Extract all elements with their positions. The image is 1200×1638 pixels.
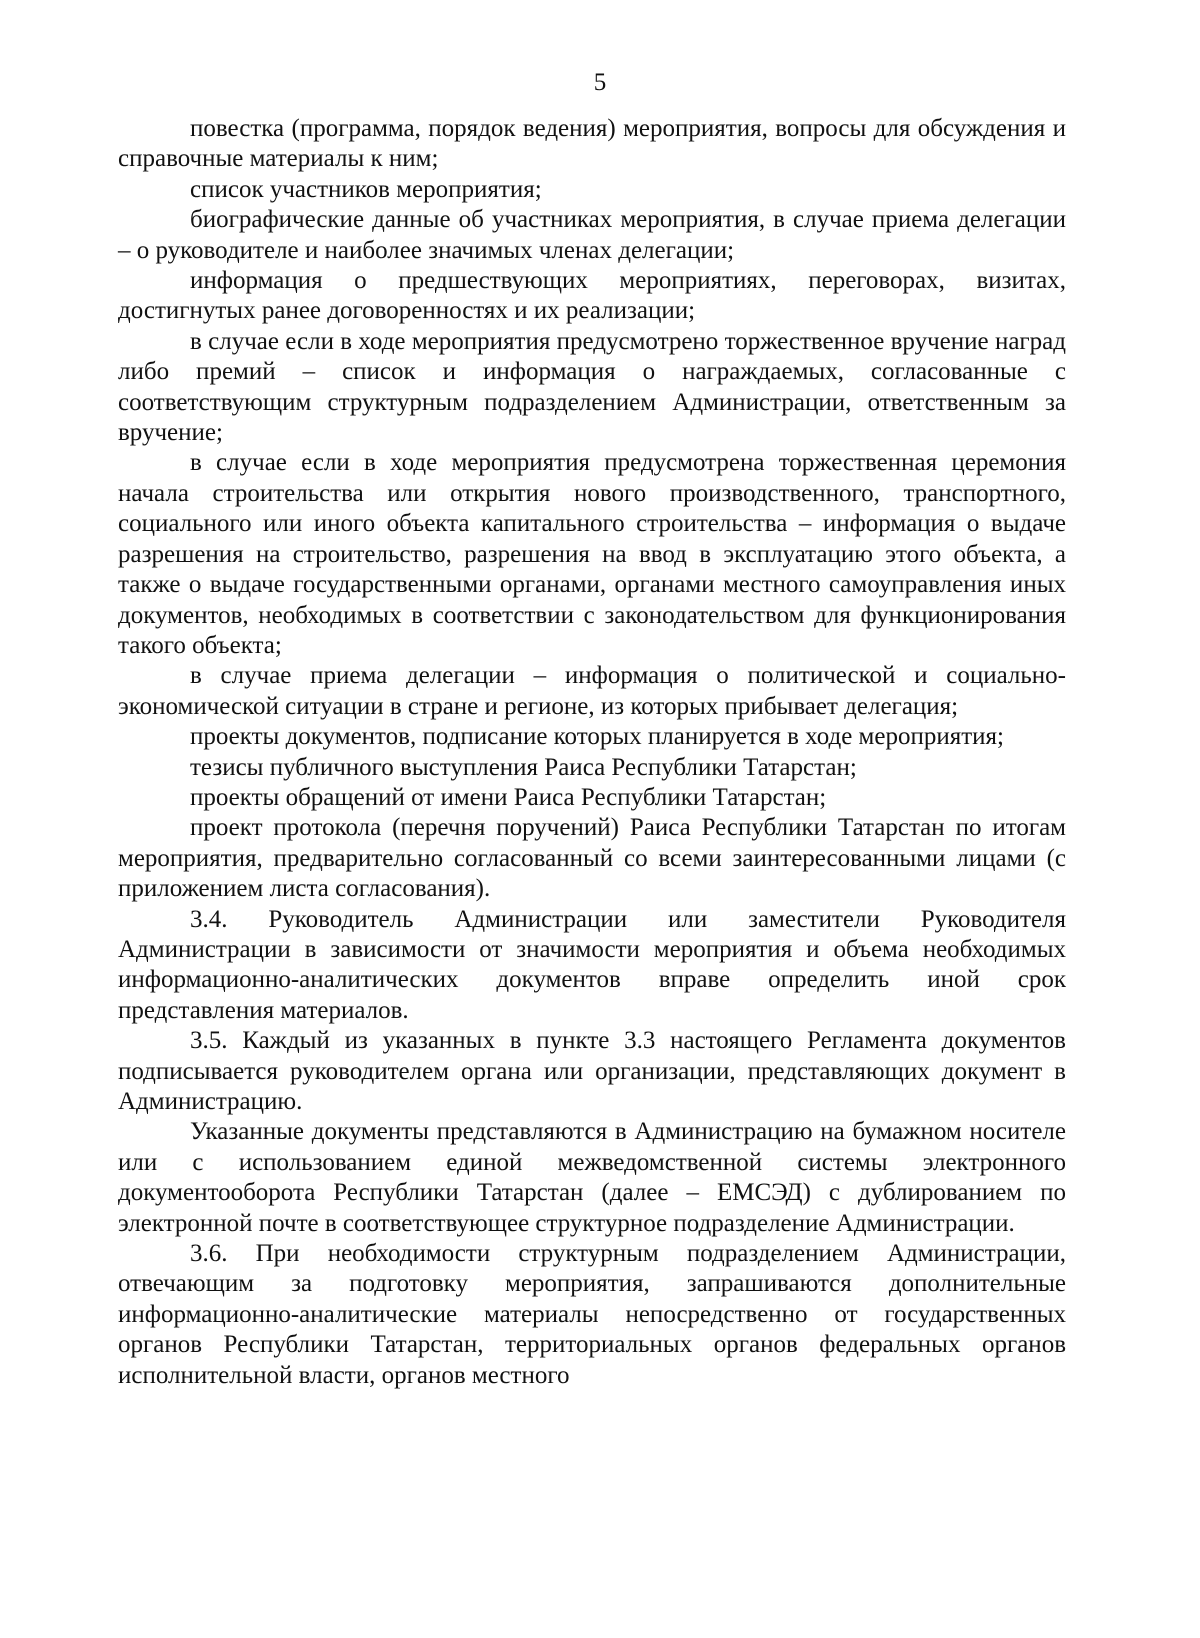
paragraph-construction-ceremony: в случае если в ходе мероприятия предусмотрена торжественная церемония начала строительства или открытия нового производственного, транспортного, социального или иного объекта капитального строительства – информация о выдаче разрешения на строительство, разрешения на ввод в эксплуатацию этого объекта, а также о выдаче государственными органами, органами местного самоуправления иных документов, необходимых в соответствии с законодательством для функционирования такого объекта; (118, 449, 1066, 659)
paragraph-participants-list: список участников мероприятия; (190, 175, 542, 203)
paragraph-draft-protocol: проект протокола (перечня поручений) Раиса Республики Татарстан по итогам мероприятия, предварительно согласованный со всеми заинтересованными лицами (с приложением листа согласования). (118, 814, 1066, 903)
paragraph-previous-events: информация о предшествующих мероприятиях, переговорах, визитах, достигнутых ранее договоренностях и их реализации; (118, 267, 1066, 325)
paragraph-delegation-info: в случае приема делегации – информация о политической и социально-экономической ситуации в стране и регионе, из которых прибывает делегация; (118, 662, 1066, 720)
paragraph-section-3-6: 3.6. При необходимости структурным подразделением Администрации, отвечающим за подготовку мероприятия, запрашиваются дополнительные информационно-аналитические материалы непосредственно от государственных органов Республики Татарстан, территориальных органов федеральных органов исполнительной власти, органов местного (118, 1240, 1066, 1389)
paragraph-section-3-5: 3.5. Каждый из указанных в пункте 3.3 настоящего Регламента документов подписывается руководителем органа или организации, представляющих документ в Администрацию. (118, 1027, 1066, 1115)
paragraph-section-3-4: 3.4. Руководитель Администрации или заместители Руководителя Администрации в зависимости от значимости мероприятия и объема необходимых информационно-аналитических документов вправе определить иной срок представления материалов. (118, 905, 1066, 1024)
document-body (118, 114, 1066, 1391)
paragraph-submission-method: Указанные документы представляются в Администрацию на бумажном носителе или с использованием единой межведомственной системы электронного документооборота Республики Татарстан (далее – ЕМСЭД) с дублированием по электронной почте в соответствующее структурное подразделение Администрации. (118, 1118, 1066, 1237)
paragraph-biographical-data: биографические данные об участниках мероприятия, в случае приема делегации – о руководителе и наиболее значимых членах делегации; (118, 206, 1066, 264)
page-number: 5 (593, 69, 607, 96)
paragraph-draft-appeals: проекты обращений от имени Раиса Республики Татарстан; (190, 783, 827, 811)
paragraph-awards: в случае если в ходе мероприятия предусмотрено торжественное вручение наград либо премий – список и информация о награждаемых, согласованные с соответствующим структурным подразделением Администрации, ответственным за вручение; (118, 327, 1066, 447)
paragraph-speech-theses: тезисы публичного выступления Раиса Республики Татарстан; (190, 753, 857, 781)
paragraph-agenda: повестка (программа, порядок ведения) мероприятия, вопросы для обсуждения и справочные материалы к ним; (118, 115, 1066, 173)
paragraph-draft-documents: проекты документов, подписание которых планируется в ходе мероприятия; (190, 723, 1004, 751)
